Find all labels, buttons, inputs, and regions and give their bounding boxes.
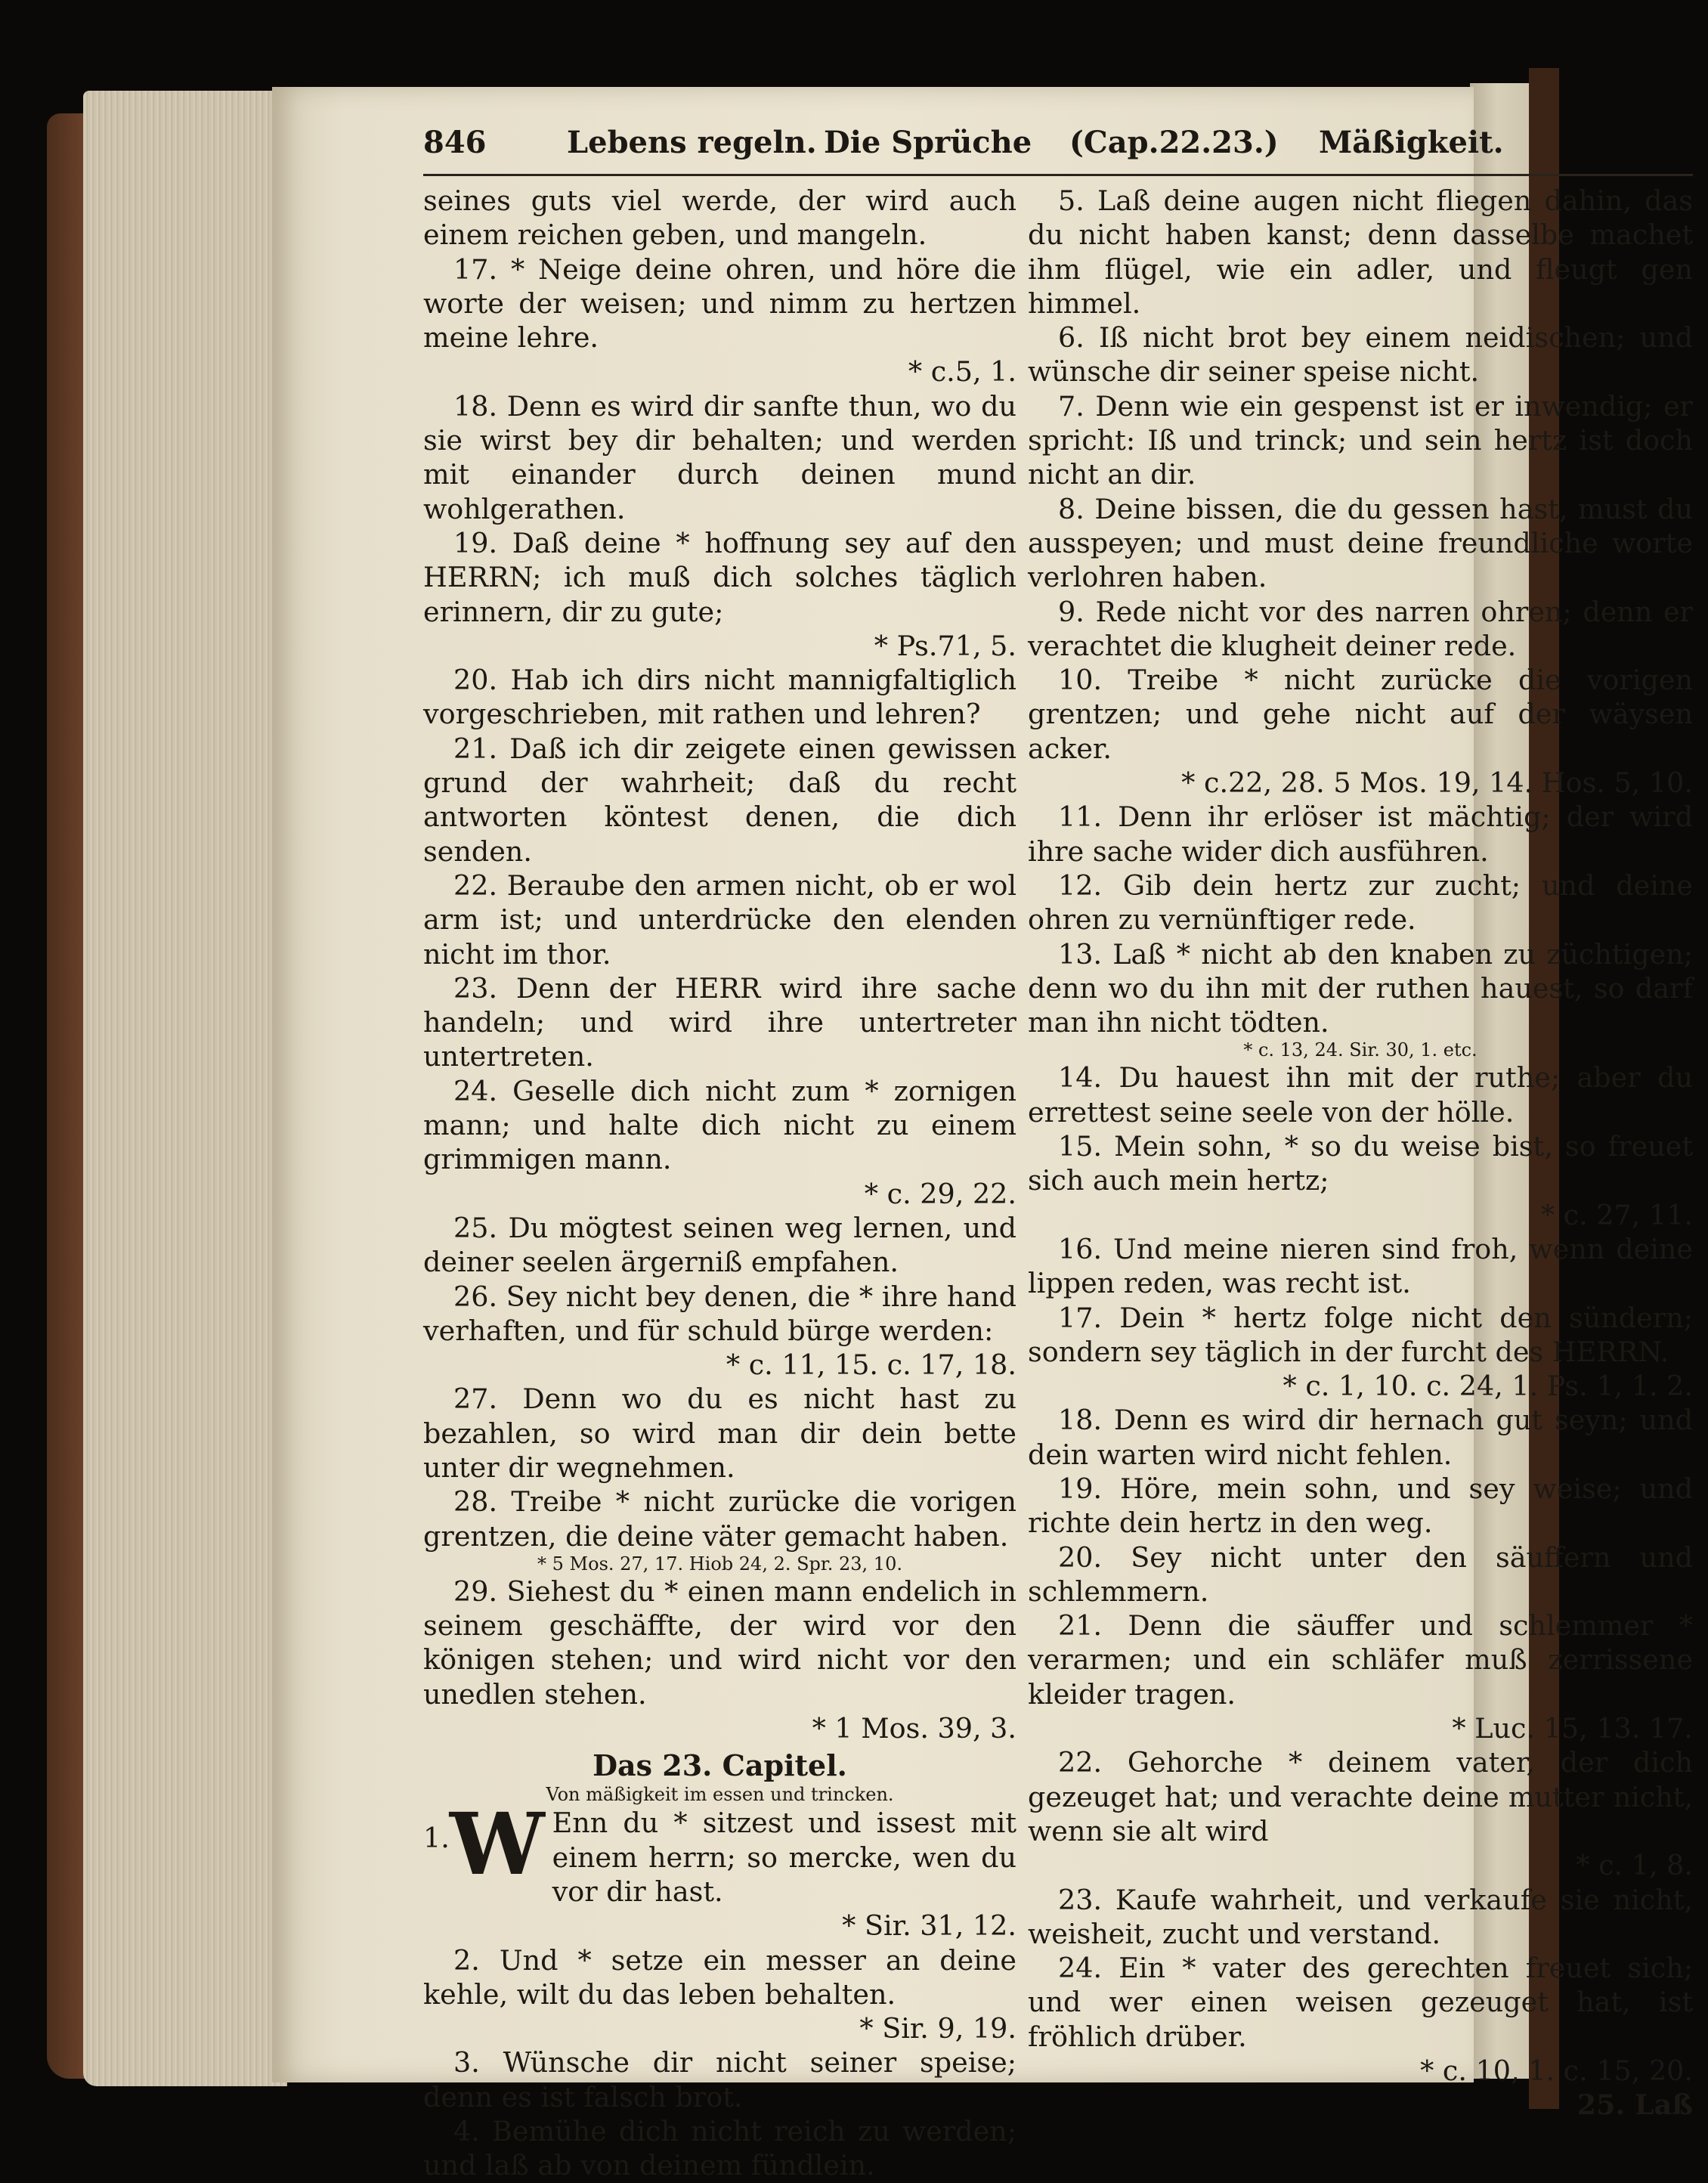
verse-text: 29. Siehest du * einen mann endelich in seinem geschäffte, der wird vor den königen stehen; und wird nicht vor den unedlen stehen. — [423, 1575, 1016, 1711]
verse-text: Enn du * sitzest und issest mit einem herrn; so mercke, wen du vor dir hast. — [552, 1807, 1016, 1908]
header-chapter-ref: (Cap.22.23.) — [1069, 125, 1279, 160]
cross-reference: * c. 29, 22. — [864, 1177, 1016, 1210]
verse-text: 6. Iß nicht brot bey einem neidischen; und wünsche dir seiner speise nicht. — [1028, 321, 1693, 389]
verse-text: 22. Gehorche * deinem vater, der dich gezeuget hat; und verachte deine mutter nicht, wenn sie alt wird — [1028, 1746, 1693, 1847]
verse-text: 13. Laß * nicht ab den knaben zu züchtigen; denn wo du ihn mit der ruthen hauest, so darf man ihn nicht tödten. — [1028, 937, 1693, 1039]
verse-text: 11. Denn ihr erlöser ist mächtig; der wird ihre sache wider dich ausführen. — [1028, 800, 1693, 868]
header-center-title: Die Sprüche — [824, 125, 1032, 160]
cross-reference: * Ps.71, 5. — [874, 629, 1016, 662]
cross-reference: * 1 Mos. 39, 3. — [812, 1712, 1016, 1745]
cross-reference: * c. 1, 8. — [1576, 1849, 1693, 1882]
header-rule — [423, 174, 1693, 176]
verse-text: 22. Beraube den armen nicht, ob er wol arm ist; und unterdrücke den elenden nicht im thor. — [423, 869, 1016, 971]
verse-text: 5. Laß deine augen nicht fliegen dahin, das du nicht haben kanst; denn dasselbe machet ihm flügel, wie ein adler, und fleugt gen himmel. — [1028, 184, 1693, 320]
verse-text: seines guts viel werde, der wird auch einem reichen geben, und mangeln. — [423, 184, 1016, 252]
verse-text: 18. Denn es wird dir hernach gut seyn; und dein warten wird nicht fehlen. — [1028, 1404, 1693, 1471]
verse-number: 1. — [423, 1822, 450, 1855]
verse-text: 15. Mein sohn, * so du weise bist, so freuet sich auch mein hertz; — [1028, 1130, 1693, 1197]
running-header — [423, 125, 1708, 170]
verse-text: 28. Treibe * nicht zurücke die vorigen grentzen, die deine väter gemacht haben. — [423, 1485, 1016, 1553]
cross-reference: * c. 27, 11. — [1540, 1198, 1693, 1231]
verse-text: 9. Rede nicht vor des narren ohren; denn er verachtet die klugheit deiner rede. — [1028, 595, 1693, 662]
verse-text: 23. Denn der HERR wird ihre sache handeln; und wird ihre untertreter untertreten. — [423, 971, 1016, 1073]
verse-text: 20. Sey nicht unter den säuffern und schlemmern. — [1028, 1540, 1693, 1608]
right-column — [1028, 184, 1693, 2123]
verse-text: 26. Sey nicht bey denen, die * ihre hand verhaften, und für schuld bürge werden: — [423, 1280, 1016, 1347]
cross-reference: * c.22, 28. 5 Mos. 19, 14. Hos. 5, 10. — [1181, 766, 1693, 800]
verse-text: 24. Ein * vater des gerechten freuet sich; und wer einen weisen gezeuget hat, ist fröhlich drüber. — [1028, 1952, 1693, 2053]
drop-cap: W — [449, 1795, 545, 1895]
verse-text: 16. Und meine nieren sind froh, wenn deine lippen reden, was recht ist. — [1028, 1232, 1693, 1300]
catchword: 25. Laß — [1576, 2089, 1693, 2122]
cross-reference: * Sir. 9, 19. — [859, 2012, 1016, 2045]
page-stack-edges — [83, 91, 287, 2086]
verse-text: 27. Denn wo du es nicht hast zu bezahlen, so wird man dir dein bette unter dir wegnehmen. — [423, 1383, 1016, 1484]
verse-text: 8. Deine bissen, die du gessen hast, must du ausspeyen; und must deine freundliche worte verlohren haben. — [1028, 492, 1693, 594]
verse-text: 4. Bemühe dich nicht reich zu werden; und laß ab von deinem fündlein. — [423, 2115, 1016, 2182]
verse-text: 18. Denn es wird dir sanfte thun, wo du sie wirst bey dir behalten; und werden mit einander durch deinen mund wohlgerathen. — [423, 389, 1016, 525]
verse-text: 17. * Neige deine ohren, und höre die worte der weisen; und nimm zu hertzen meine lehre. — [423, 252, 1016, 355]
page-number: 846 — [423, 125, 487, 160]
verse-text: 7. Denn wie ein gespenst ist er inwendig; er spricht: Iß und trinck; und sein hertz ist doch nicht an dir. — [1028, 389, 1693, 491]
cross-reference: * c. 10, 1. c. 15, 20. — [1420, 2054, 1693, 2088]
header-left-title: Lebens regeln. — [567, 125, 817, 160]
verse-text: 25. Du mögtest seinen weg lernen, und deiner seelen ärgerniß empfahen. — [423, 1211, 1016, 1279]
verse-text: 24. Geselle dich nicht zum * zornigen mann; und halte dich nicht zu einem grimmigen mann. — [423, 1074, 1016, 1176]
chapter-title: Das 23. Capitel. — [593, 1748, 847, 1783]
header-right-title: Mäßigkeit. — [1319, 125, 1504, 160]
book-page — [272, 87, 1693, 2182]
verse-text: 20. Hab ich dirs nicht mannigfaltiglich vorgeschrieben, mit rathen und lehren? — [423, 664, 1016, 731]
cross-reference: * 5 Mos. 27, 17. Hiob 24, 2. Spr. 23, 10. — [537, 1553, 902, 1575]
cross-reference: * c. 11, 15. c. 17, 18. — [726, 1349, 1016, 1382]
verse-text: 14. Du hauest ihn mit der ruthe; aber du errettest seine seele von der hölle. — [1028, 1061, 1693, 1129]
cross-reference: * c. 13, 24. Sir. 30, 1. etc. — [1243, 1039, 1477, 1061]
cross-reference: * Luc. 15, 13. 17. — [1452, 1712, 1693, 1745]
verse-text: 10. Treibe * nicht zurücke die vorigen grentzen; und gehe nicht auf der wäysen acker. — [1028, 664, 1693, 765]
verse-text: 19. Höre, mein sohn, und sey weise; und richte dein hertz in den weg. — [1028, 1472, 1693, 1540]
verse-text: 17. Dein * hertz folge nicht den sündern; sondern sey täglich in der furcht des HERRN. — [1028, 1301, 1693, 1368]
verse-text: 12. Gib dein hertz zur zucht; und deine ohren zu vernünftiger rede. — [1028, 869, 1693, 937]
cross-reference: * c. 1, 10. c. 24, 1. Ps. 1, 1. 2. — [1283, 1370, 1693, 1403]
verse-text: 21. Daß ich dir zeigete einen gewissen grund der wahrheit; daß du recht antworten köntest denen, die dich senden. — [423, 732, 1016, 868]
left-column — [423, 184, 1016, 2183]
verse-text: 23. Kaufe wahrheit, und verkaufe sie nicht, weisheit, zucht und verstand. — [1028, 1883, 1693, 1950]
cross-reference: * c.5, 1. — [908, 355, 1016, 389]
verse-text: 19. Daß deine * hoffnung sey auf den HERRN; ich muß dich solches täglich erinnern, dir zu gute; — [423, 526, 1016, 628]
chapter-summary: Von mäßigkeit im essen und trincken. — [546, 1784, 894, 1806]
verse-text: 2. Und * setze ein messer an deine kehle, wilt du das leben behalten. — [423, 1943, 1016, 2011]
cross-reference: * Sir. 31, 12. — [842, 1909, 1016, 1943]
verse-text: 3. Wünsche dir nicht seiner speise; denn es ist falsch brot. — [423, 2046, 1016, 2113]
verse-text: 21. Denn die säuffer und schlemmer * verarmen; und ein schläfer muß zerrissene kleider tragen. — [1028, 1609, 1693, 1711]
